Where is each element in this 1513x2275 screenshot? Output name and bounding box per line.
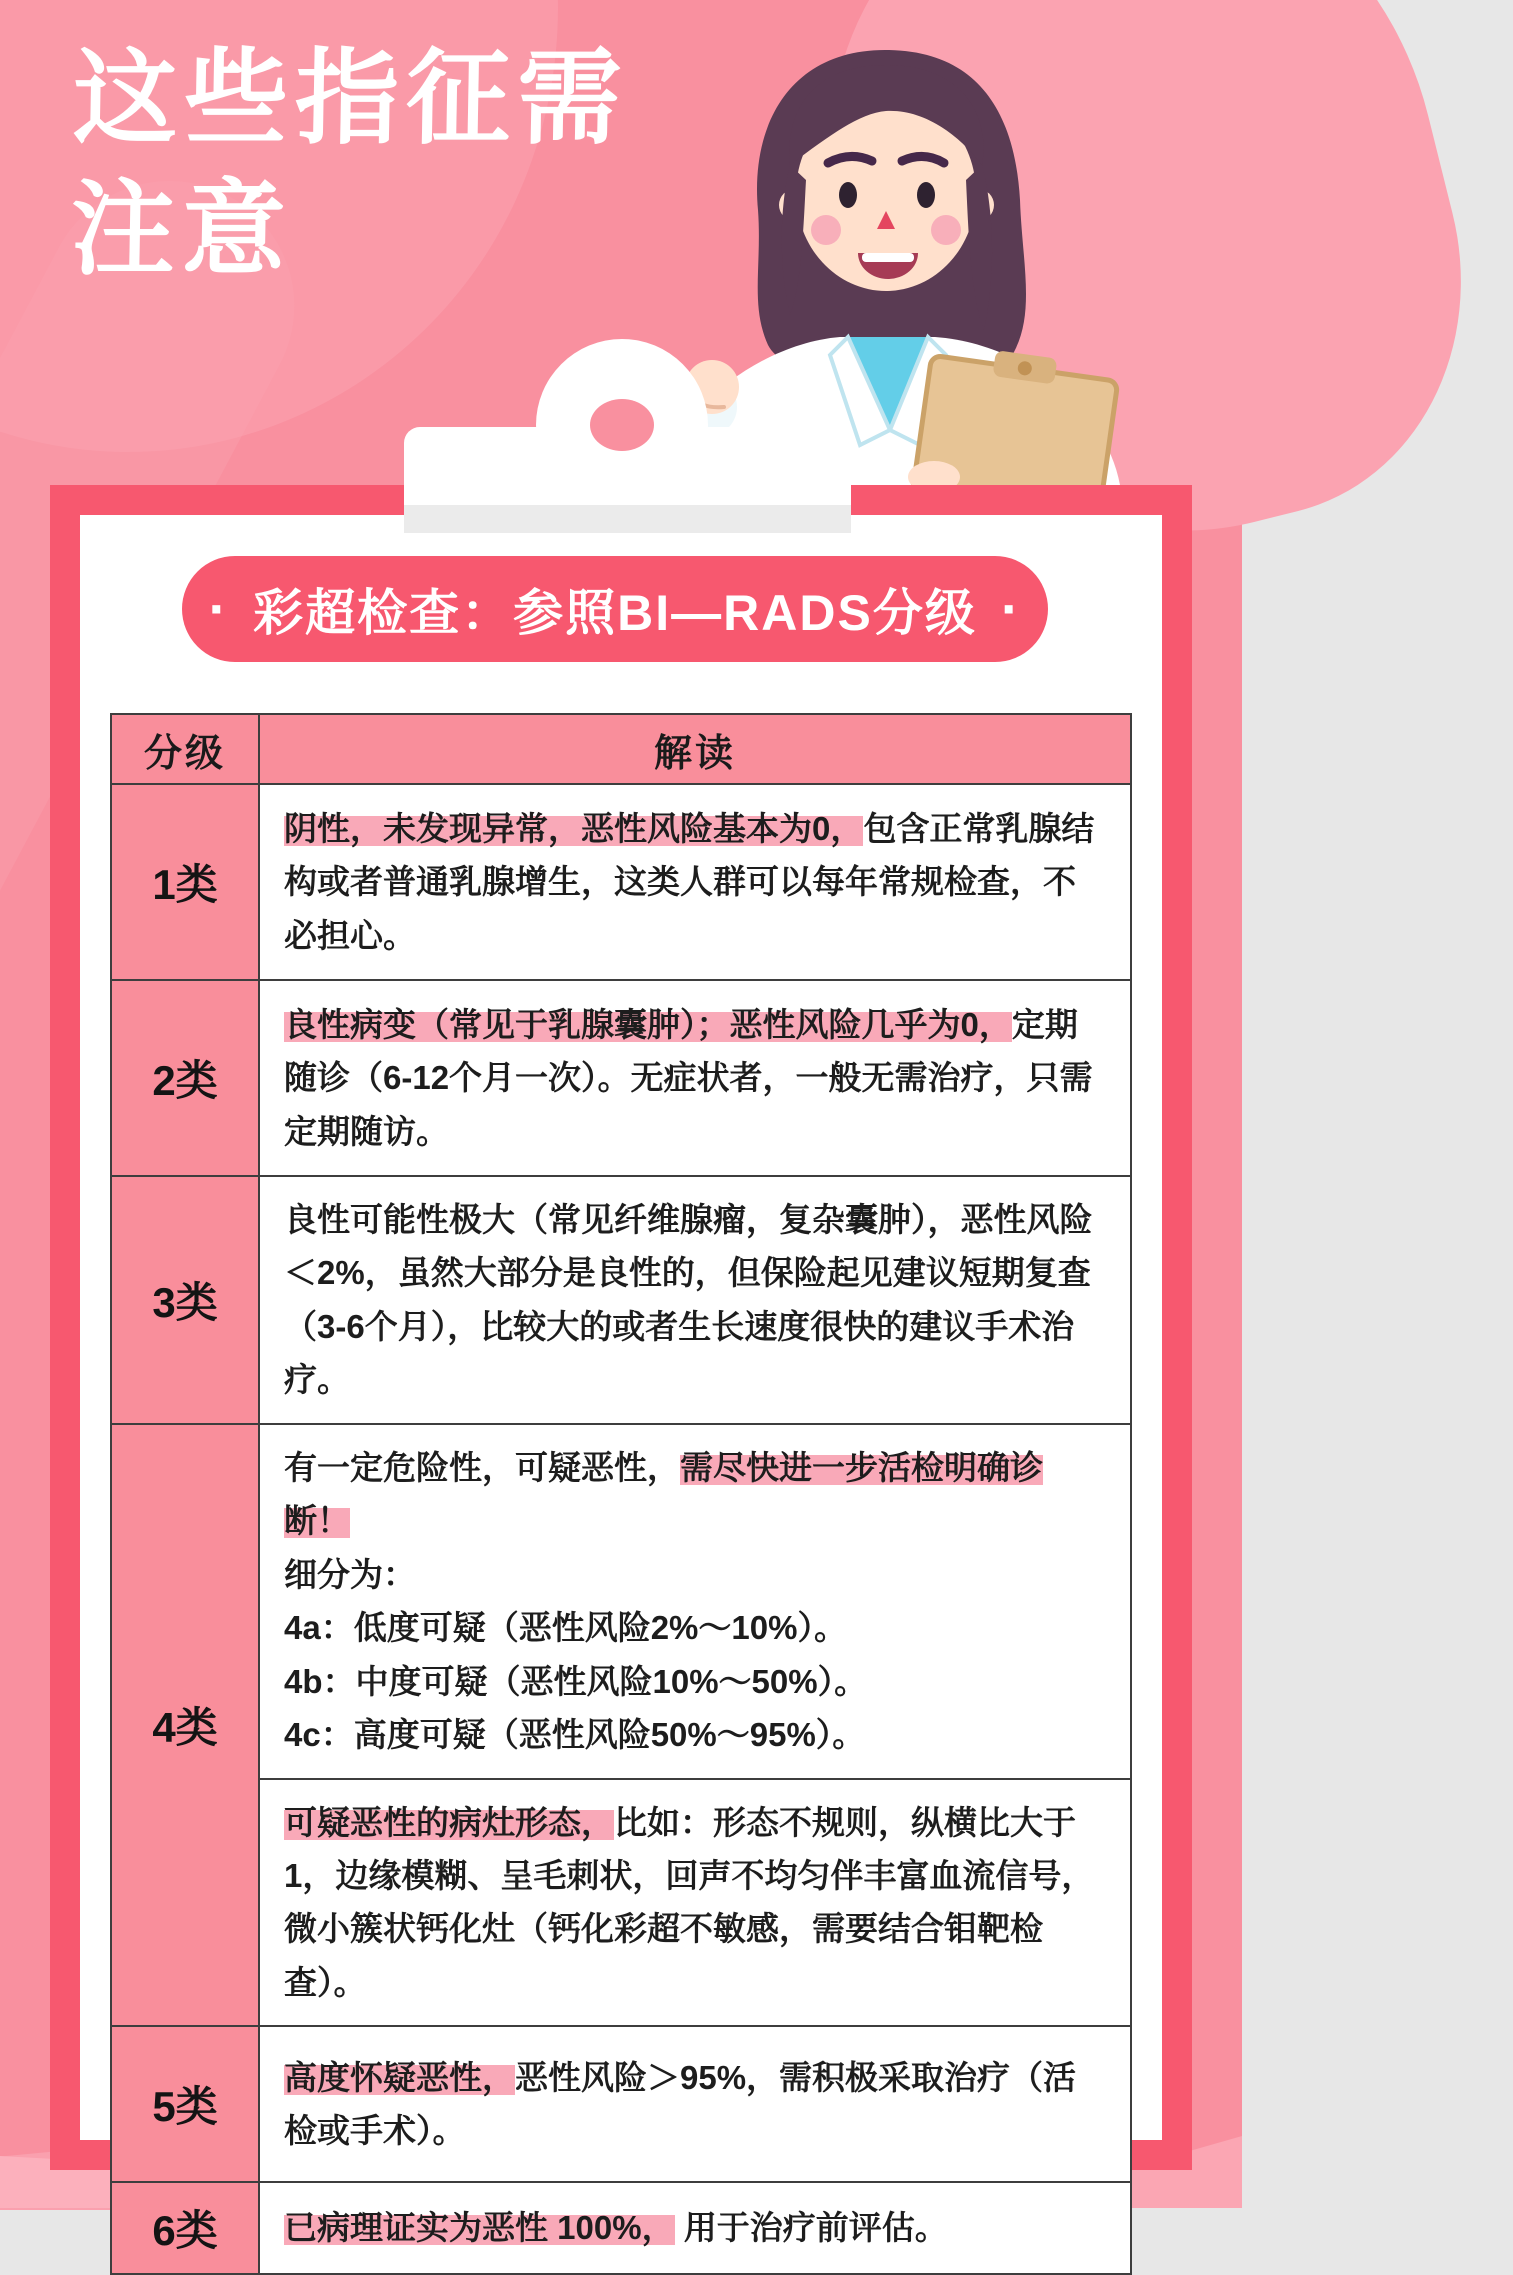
highlighted-text: 已病理证实为恶性 100%，	[284, 2209, 675, 2247]
plain-text: 比如：形态不规则，纵横比大于1，边缘模糊、呈毛刺状，回声不均匀伴丰富血流信号，微小簇状钙化灶（钙化彩超不敏感，需要结合钼靶检查）。	[284, 1803, 1095, 2001]
table-row-class3	[111, 1176, 1131, 1424]
highlighted-text: 良性病变（常见于乳腺囊肿）；恶性风险几乎为0，	[284, 1005, 1012, 1043]
clipboard-clip-hole	[590, 399, 654, 451]
class4-line4: 4b：中度可疑（恶性风险10%～50%）。	[284, 1662, 868, 1700]
plain-text: 良性可能性极大（常见纤维腺瘤，复杂囊肿），恶性风险＜2%，虽然大部分是良性的，但保险起见建议短期复查（3-6个月），比较大的或者生长速度很快的建议手术治疗。	[284, 1201, 1093, 1399]
plain-text: 用于治疗前评估。	[674, 2209, 948, 2247]
interpretation-class2	[259, 980, 1131, 1176]
interpretation-class3	[259, 1176, 1131, 1424]
grade-label-4: 4类	[111, 1424, 259, 2027]
highlighted-text: 可疑恶性的病灶形态，	[284, 1803, 614, 1841]
column-header-grade: 分级	[111, 714, 259, 784]
table-header-row	[111, 714, 1131, 784]
class4-line2: 细分为：	[284, 1555, 416, 1593]
plain-text: 恶性风险＞95%，需积极采取治疗（活检或手术）。	[284, 2058, 1077, 2150]
page-title	[70, 34, 630, 296]
birads-table-wrap	[110, 713, 1132, 2275]
highlighted-text: 需尽快进一步活检明确诊断！	[284, 1448, 1043, 1540]
class4-line1	[284, 1441, 1106, 1548]
birads-table	[110, 713, 1132, 2275]
plain-text: 包含正常乳腺结构或者普通乳腺增生，这类人群可以每年常规检查，不必担心。	[284, 809, 1095, 954]
highlighted-text: 高度怀疑恶性，	[284, 2058, 515, 2096]
interpretation-class6	[259, 2182, 1131, 2274]
table-row-class4	[111, 1424, 1131, 1779]
table-row-class5	[111, 2026, 1131, 2182]
table-row-class1	[111, 784, 1131, 980]
class4-line5: 4c：高度可疑（恶性风险50%～95%）。	[284, 1716, 866, 1754]
grade-label-5: 5类	[111, 2026, 259, 2182]
page-title-line1: 这些指征需	[72, 41, 630, 157]
page-title-line2: 注意	[69, 172, 294, 289]
table-row-class2	[111, 980, 1131, 1176]
grade-label-1: 1类	[111, 784, 259, 980]
class4-line3: 4a：低度可疑（恶性风险2%～10%）。	[284, 1609, 847, 1647]
clipboard-clip-shadow	[404, 505, 851, 533]
grade-label-6: 6类	[111, 2182, 259, 2274]
interpretation-class1	[259, 784, 1131, 980]
table-row-class4-sub	[111, 1779, 1131, 2027]
plain-text: 有一定危险性，可疑恶性，	[284, 1448, 680, 1486]
highlighted-text: 阴性，未发现异常，恶性风险基本为0，	[284, 809, 864, 847]
grade-label-3: 3类	[111, 1176, 259, 1424]
column-header-interpretation: 解读	[259, 714, 1131, 784]
banner-label: 彩超检查：参照BI—RADS分级	[253, 585, 977, 641]
banner-dot-left: ·	[208, 577, 230, 640]
table-row-class6	[111, 2182, 1131, 2274]
interpretation-class4	[259, 1424, 1131, 1779]
interpretation-class4-sub	[259, 1779, 1131, 2027]
section-banner	[182, 556, 1048, 662]
interpretation-class5	[259, 2026, 1131, 2182]
banner-dot-right: ·	[1000, 577, 1022, 640]
plain-text: 定期随诊（6-12个月一次）。无症状者，一般无需治疗，只需定期随访。	[284, 1005, 1093, 1150]
grade-label-2: 2类	[111, 980, 259, 1176]
